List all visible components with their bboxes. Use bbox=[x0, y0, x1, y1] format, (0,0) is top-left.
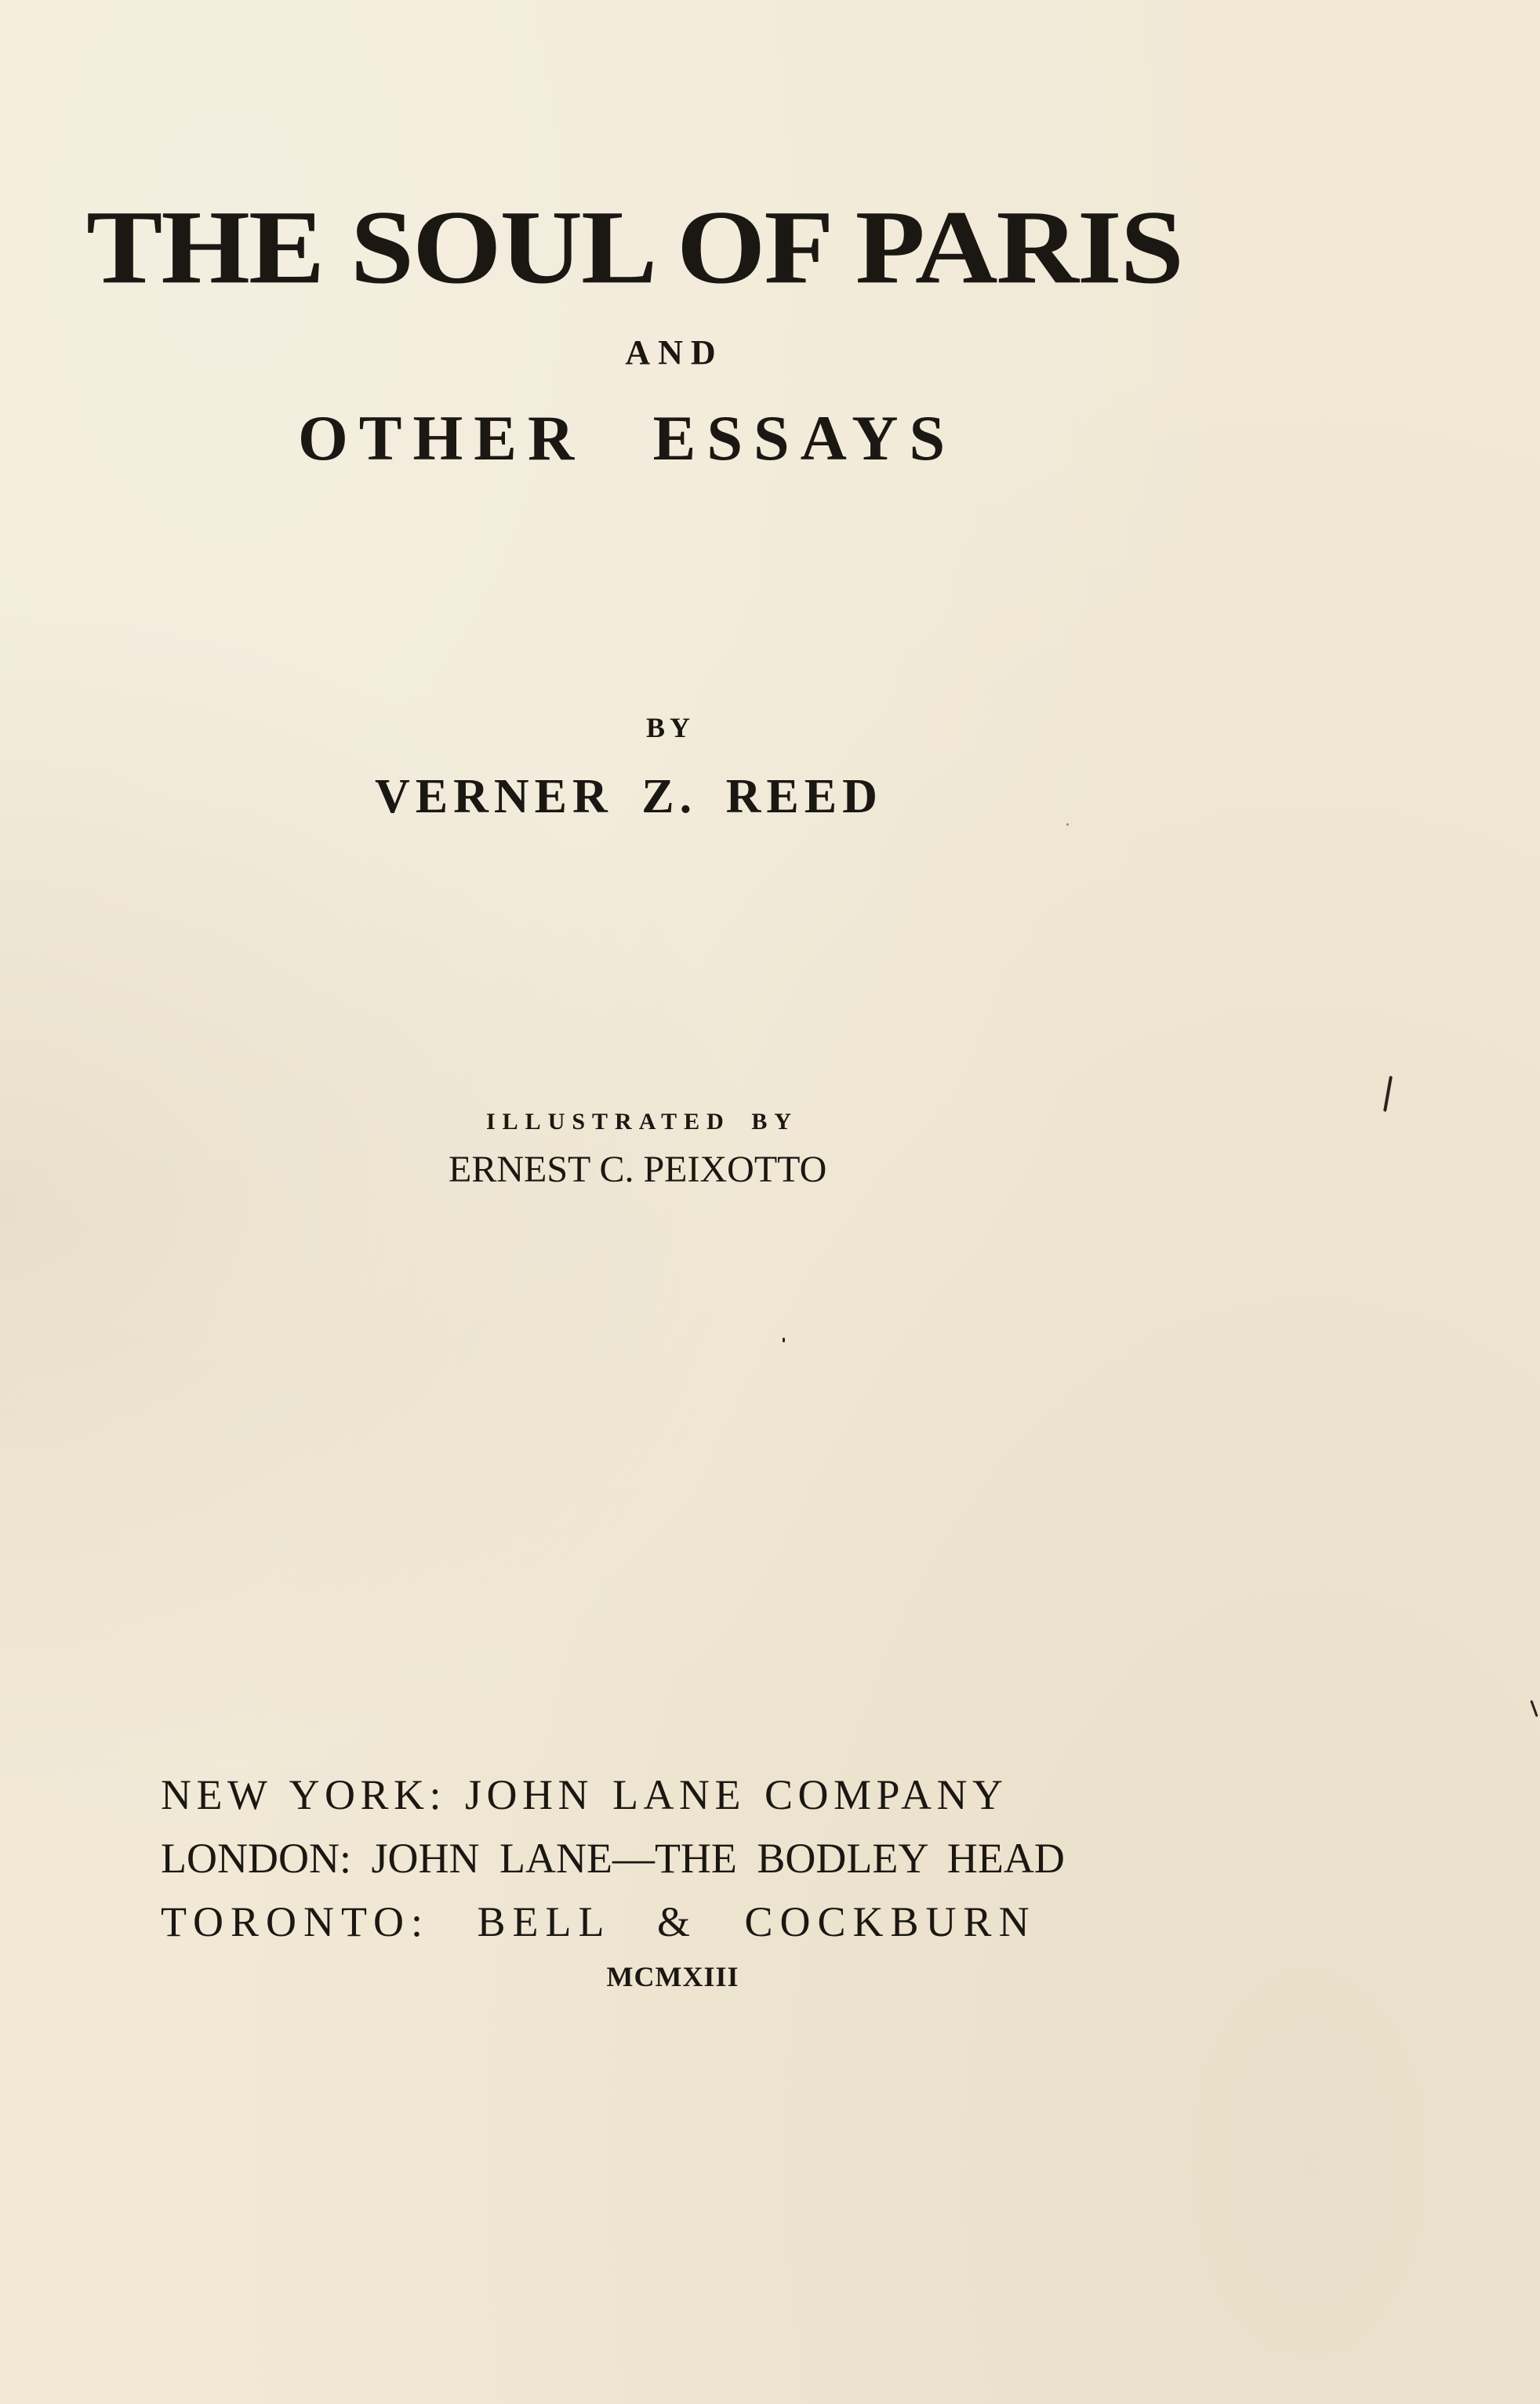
paper-speck bbox=[1383, 1076, 1393, 1112]
publication-year: MCMXIII bbox=[606, 1961, 739, 1992]
book-subtitle: OTHER ESSAYS bbox=[298, 402, 957, 474]
imprint-line-new-york: NEW YORK: JOHN LANE COMPANY bbox=[161, 1771, 1008, 1818]
illustrator-name: ERNEST C. PEIXOTTO bbox=[449, 1149, 827, 1190]
paper-speck bbox=[1066, 823, 1069, 826]
paper-speck bbox=[783, 1338, 785, 1342]
title-conjunction: AND bbox=[625, 333, 724, 372]
imprint-line-london: LONDON: JOHN LANE—THE BODLEY HEAD bbox=[161, 1835, 1065, 1882]
by-label: BY bbox=[645, 712, 695, 743]
imprint-line-toronto: TORONTO: BELL & COCKBURN bbox=[161, 1898, 1037, 1945]
paper-speck bbox=[1530, 1700, 1538, 1717]
book-title: THE SOUL OF PARIS bbox=[86, 188, 1182, 306]
author-name: VERNER Z. REED bbox=[375, 770, 883, 823]
illustrated-by-label: ILLUSTRATED BY bbox=[486, 1109, 799, 1135]
